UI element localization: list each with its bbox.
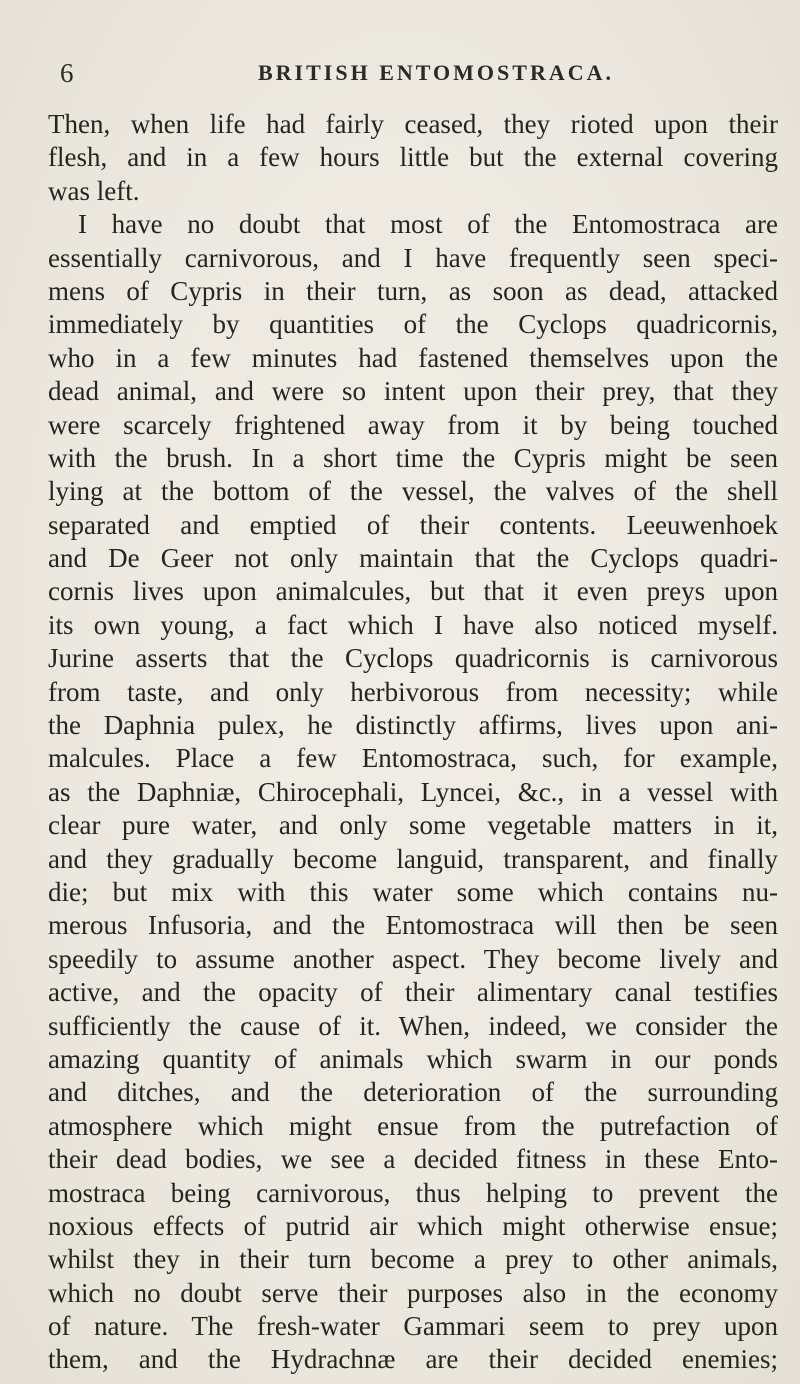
text-line: immediately by quantities of the Cyclops quadricornis, xyxy=(48,309,778,340)
text-line: malcules. Place a few Entomostraca, such, for example, xyxy=(48,743,778,774)
text-line: the Daphnia pulex, he distinctly affirms, lives upon ani- xyxy=(48,710,778,741)
text-line: whilst they in their turn become a prey to other animals, xyxy=(48,1244,778,1275)
text-line: active, and the opacity of their alimentary canal testifies xyxy=(48,977,778,1008)
text-line: Jurine asserts that the Cyclops quadricornis is carnivorous xyxy=(48,643,778,674)
text-line: mostraca being carnivorous, thus helping to prevent the xyxy=(48,1177,778,1208)
text-line: atmosphere which might ensue from the putrefaction of xyxy=(48,1110,778,1141)
text-line: noxious effects of putrid air which might otherwise ensue; xyxy=(48,1210,778,1241)
text-line: were scarcely frightened away from it by being touched xyxy=(48,409,778,440)
text-line: which no doubt serve their purposes also in the economy xyxy=(48,1277,778,1308)
text-line: cornis lives upon animalcules, but that it even preys upon xyxy=(48,576,778,607)
text-line: lying at the bottom of the vessel, the valves of the shell xyxy=(48,476,778,507)
running-head xyxy=(60,58,760,90)
text-line: die; but mix with this water some which contains nu- xyxy=(48,876,778,907)
text-line: them, and the Hydrachnæ are their decided enemies; xyxy=(48,1344,778,1375)
text-line: and ditches, and the deterioration of the surrounding xyxy=(48,1077,778,1108)
text-line: with the brush. In a short time the Cypris might be seen xyxy=(48,442,778,473)
text-line: clear pure water, and only some vegetable matters in it, xyxy=(48,810,778,841)
text-line: as the Daphniæ, Chirocephali, Lyncei, &c., in a vessel with xyxy=(48,776,778,807)
text-line: who in a few minutes had fastened themselves upon the xyxy=(48,342,778,373)
text-line: Then, when life had fairly ceased, they rioted upon their xyxy=(48,109,778,139)
text-line: I have no doubt that most of the Entomostraca are xyxy=(78,209,778,240)
text-line: speedily to assume another aspect. They become lively and xyxy=(48,943,778,974)
text-line: essentially carnivorous, and I have frequently seen speci- xyxy=(48,242,778,273)
text-line: their dead bodies, we see a decided fitness in these Ento- xyxy=(48,1144,778,1175)
running-title: BRITISH ENTOMOSTRACA. xyxy=(258,60,614,85)
text-line: and they gradually become languid, transparent, and finally xyxy=(48,843,778,874)
body-text xyxy=(48,108,778,1377)
text-line: and De Geer not only maintain that the Cyclops quadri- xyxy=(48,543,778,574)
text-line: mens of Cypris in their turn, as soon as dead, attacked xyxy=(48,275,778,306)
text-line: was left. xyxy=(48,175,140,206)
text-line: sufficiently the cause of it. When, indeed, we consider the xyxy=(48,1010,778,1041)
text-line: of nature. The fresh-water Gammari seem to prey upon xyxy=(48,1311,778,1342)
text-line: separated and emptied of their contents. Leeuwenhoek xyxy=(48,509,778,540)
text-line: its own young, a fact which I have also noticed myself. xyxy=(48,609,778,640)
text-line: amazing quantity of animals which swarm in our ponds xyxy=(48,1043,778,1074)
text-line: from taste, and only herbivorous from necessity; while xyxy=(48,676,778,707)
text-line: flesh, and in a few hours little but the external covering xyxy=(48,142,778,173)
text-line: merous Infusoria, and the Entomostraca will then be seen xyxy=(48,910,778,941)
page-number: 6 xyxy=(60,58,74,88)
text-line: dead animal, and were so intent upon their prey, that they xyxy=(48,376,778,407)
